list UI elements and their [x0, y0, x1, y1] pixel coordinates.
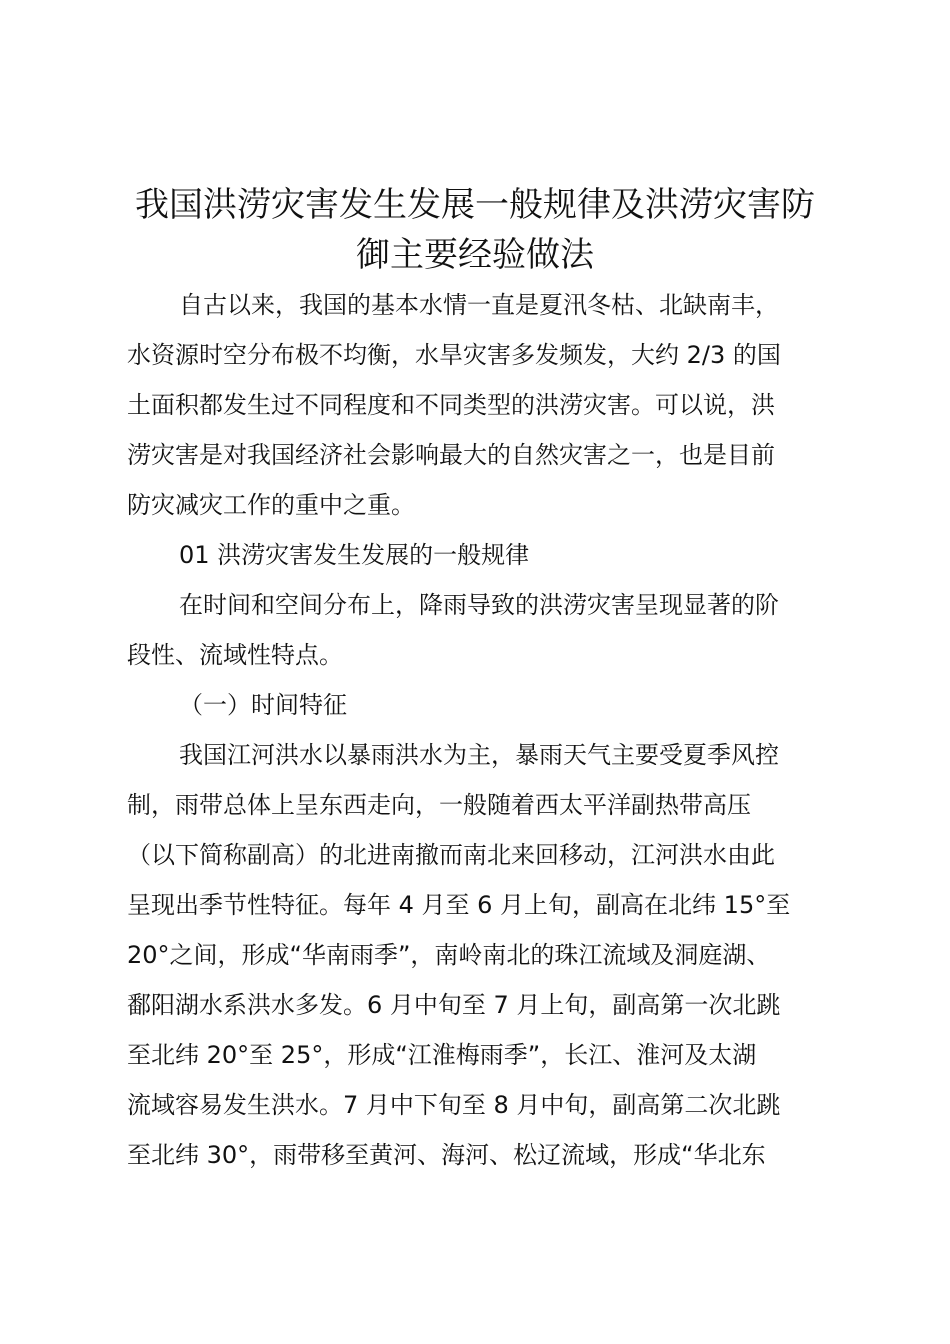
document-body: [127, 280, 837, 1180]
text-line: 至北纬 30°，雨带移至黄河、海河、松辽流域，形成“华北东: [127, 1141, 766, 1169]
text-line: （一）时间特征: [179, 691, 347, 719]
document-title: [100, 180, 850, 280]
paragraph-intro: [127, 280, 837, 530]
text-line: 鄱阳湖水系洪水多发。6 月中旬至 7 月上旬，副高第一次北跳: [127, 991, 781, 1019]
text-line: 制，雨带总体上呈东西走向，一般随着西太平洋副热带高压: [127, 791, 751, 819]
text-line: 01 洪涝灾害发生发展的一般规律: [179, 541, 530, 569]
title-line: 我国洪涝灾害发生发展一般规律及洪涝灾害防: [135, 185, 815, 225]
subsection-heading: [127, 680, 837, 730]
paragraph-distribution: [127, 580, 837, 680]
text-line: （以下简称副高）的北进南撤而南北来回移动，江河洪水由此: [127, 841, 775, 869]
text-line: 段性、流域性特点。: [127, 641, 343, 669]
text-line: 土面积都发生过不同程度和不同类型的洪涝灾害。可以说，洪: [127, 391, 775, 419]
text-line: 在时间和空间分布上，降雨导致的洪涝灾害呈现显著的阶: [179, 591, 779, 619]
title-line: 御主要经验做法: [356, 235, 594, 275]
text-line: 流域容易发生洪水。7 月中下旬至 8 月中旬，副高第二次北跳: [127, 1091, 781, 1119]
text-line: 呈现出季节性特征。每年 4 月至 6 月上旬，副高在北纬 15°至: [127, 891, 791, 919]
text-line: 涝灾害是对我国经济社会影响最大的自然灾害之一，也是目前: [127, 441, 775, 469]
text-line: 自古以来，我国的基本水情一直是夏汛冬枯、北缺南丰，: [179, 291, 779, 319]
text-line: 水资源时空分布极不均衡，水旱灾害多发频发，大约 2/3 的国: [127, 341, 781, 369]
text-line: 我国江河洪水以暴雨洪水为主，暴雨天气主要受夏季风控: [179, 741, 779, 769]
text-line: 防灾减灾工作的重中之重。: [127, 491, 415, 519]
text-line: 至北纬 20°至 25°，形成“江淮梅雨季”，长江、淮河及太湖: [127, 1041, 757, 1069]
section-heading: [127, 530, 837, 580]
paragraph-time-features: [127, 730, 837, 1180]
text-line: 20°之间，形成“华南雨季”，南岭南北的珠江流域及洞庭湖、: [127, 941, 771, 969]
